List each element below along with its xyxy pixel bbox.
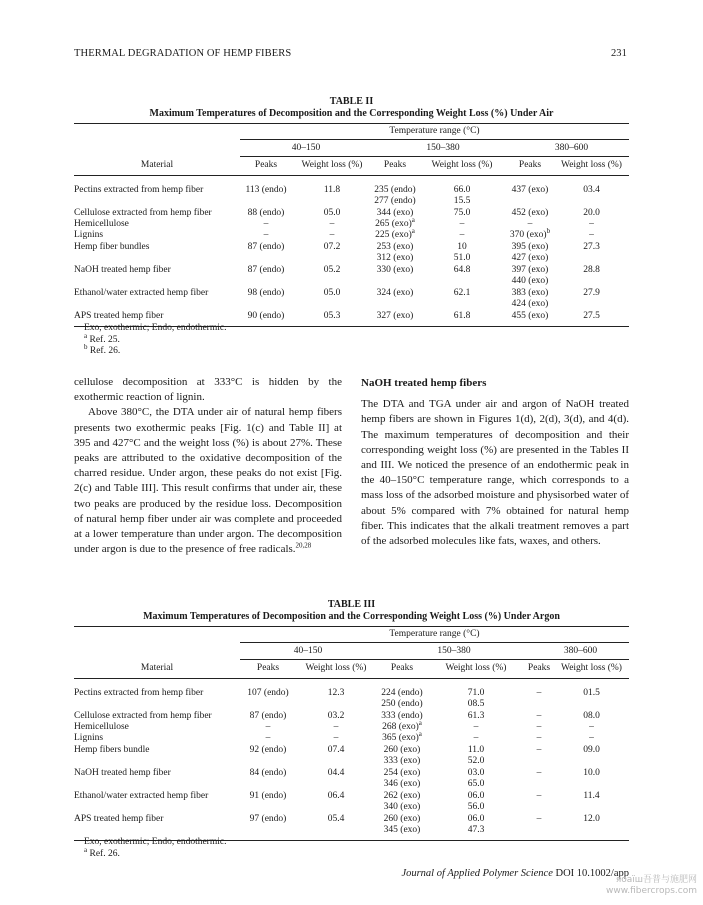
cell-value: 113 (endo): [245, 185, 287, 195]
value-cell: [524, 711, 554, 722]
value-cell: [524, 745, 554, 767]
cell-value: 66.0: [453, 185, 471, 195]
table-row: [74, 288, 629, 310]
cell-value: –: [265, 733, 271, 743]
table-row: [74, 230, 629, 241]
value-cell: [554, 768, 629, 790]
value-cell: [524, 814, 554, 841]
cell-value: –: [263, 219, 269, 229]
cell-value: 397 (exo): [511, 265, 549, 275]
cell-value: 262 (exo): [383, 791, 421, 801]
value-cell: [418, 219, 506, 230]
value-cell: [418, 288, 506, 310]
cell-value: 84 (endo): [249, 768, 287, 778]
value-cell: [240, 288, 292, 310]
cell-value: 440 (exo): [511, 276, 549, 286]
table2-caption: Maximum Temperatures of Decomposition and the Corresponding Weight Loss (%) Under Air: [149, 108, 554, 119]
cell-value: –: [536, 791, 542, 801]
cell-value: 370 (exo)$^b$: [509, 226, 551, 240]
journal-footer: [401, 868, 629, 879]
cell-value: 345 (exo): [383, 825, 421, 835]
cell-value: 253 (exo): [376, 242, 414, 252]
range-label: 380–600: [524, 643, 629, 660]
cell-value: 98 (endo): [247, 288, 285, 298]
cell-value: –: [589, 722, 594, 732]
cell-value: 250 (endo): [381, 699, 423, 709]
cell-value: –: [589, 733, 594, 743]
cell-value: 333 (exo): [383, 756, 421, 766]
cell-value: 03.0: [467, 768, 485, 778]
value-cell: [554, 745, 629, 767]
cell-value: –: [536, 768, 542, 778]
footnote-marker: b: [84, 342, 88, 351]
value-cell: [296, 711, 376, 722]
column-header: Peaks: [524, 660, 554, 679]
cell-value: 05.0: [323, 288, 341, 298]
cell-value: 107 (endo): [247, 688, 289, 698]
cell-value: 47.3: [467, 825, 485, 835]
material-name: Hemicellulose: [74, 219, 129, 229]
cell-value: –: [329, 219, 335, 229]
cell-value: 27.3: [583, 242, 600, 252]
cell-value: 330 (exo): [376, 265, 414, 275]
value-cell: [240, 722, 296, 733]
value-cell: [554, 208, 629, 219]
value-cell: [506, 265, 554, 287]
cell-value: 365 (exo)$^a$: [382, 729, 422, 743]
material-name: APS treated hemp fiber: [74, 311, 240, 327]
value-cell: [428, 722, 524, 733]
material-name: Lignins: [74, 230, 104, 240]
value-cell: [554, 219, 629, 230]
value-cell: [524, 722, 554, 733]
cell-value: 71.0: [467, 688, 485, 698]
table3-label: TABLE III: [327, 599, 376, 610]
table-note: $^a$ Ref. 25.: [84, 331, 120, 345]
cell-value: –: [473, 722, 479, 732]
footnote-marker: a: [411, 215, 415, 224]
value-cell: [554, 311, 629, 327]
value-cell: [506, 176, 554, 208]
value-cell: [240, 265, 292, 287]
material-name: Hemicellulose: [74, 722, 129, 732]
value-cell: [292, 242, 372, 264]
value-cell: [418, 230, 506, 241]
paragraph: [74, 405, 342, 557]
cell-value: 10.0: [583, 768, 600, 778]
footnote-marker: a: [411, 226, 415, 235]
range-label: 380–600: [506, 140, 629, 157]
value-cell: [296, 791, 376, 813]
cell-value: 62.1: [453, 288, 471, 298]
value-cell: [372, 311, 418, 327]
value-cell: [554, 733, 629, 744]
range-header: Temperature range (°C): [240, 124, 629, 140]
value-cell: [554, 265, 629, 287]
right-column: [361, 376, 629, 549]
cell-value: –: [459, 230, 465, 240]
cell-value: –: [527, 219, 533, 229]
cell-value: 64.8: [453, 265, 471, 275]
cell-value: 424 (exo): [511, 299, 549, 309]
cell-value: 92 (endo): [249, 745, 287, 755]
cell-value: 03.4: [583, 185, 600, 195]
cell-value: –: [536, 722, 542, 732]
cell-value: 87 (endo): [247, 265, 285, 275]
cell-value: –: [333, 733, 339, 743]
value-cell: [240, 208, 292, 219]
range-label: 40–150: [240, 643, 376, 660]
column-header: Peaks: [506, 157, 554, 176]
paragraph: The DTA and TGA under air and argon of NaOH treated hemp fibers are shown in Figures 1(d), 2(d), 3(d), and 4(d). The maximum temperatures of decomposition and their corresponding weight loss (%) are presented in the Tables II and III. We noticed the presence of an endothermic peak in the 40–150°C temperature range, which corresponds to a mass loss of the adsorbed moisture and physisorbed water of about 5% compared with 7% obtained for natural hemp fiber. This indicates that the alkali treatment removes a part of the adsorbed molecules like fats, waxes, and others.: [361, 398, 629, 548]
column-header: Peaks: [240, 660, 296, 679]
value-cell: [376, 745, 428, 767]
column-header: Peaks: [376, 660, 428, 679]
value-cell: [240, 791, 296, 813]
material-name: Pectins extracted from hemp fiber: [74, 688, 204, 698]
material-name: Cellulose extracted from hemp fiber: [74, 208, 212, 218]
table2-label: TABLE II: [329, 96, 374, 107]
column-header: Weight loss (%): [292, 157, 372, 176]
value-cell: [428, 679, 524, 711]
value-cell: [428, 745, 524, 767]
cell-value: –: [473, 733, 479, 743]
value-cell: [292, 265, 372, 287]
doi: DOI 10.1002/app: [555, 868, 629, 879]
value-cell: [296, 679, 376, 711]
cell-value: 07.4: [327, 745, 345, 755]
cell-value: 265 (exo)$^a$: [375, 215, 415, 229]
material-header: Material: [74, 660, 240, 679]
table-note: $^a$ Ref. 26.: [84, 845, 120, 859]
table-row: [74, 208, 629, 219]
range-label: 40–150: [240, 140, 372, 157]
value-cell: [376, 768, 428, 790]
cell-value: 254 (exo): [383, 768, 421, 778]
value-cell: [506, 226, 554, 241]
value-cell: [428, 733, 524, 744]
value-cell: [372, 265, 418, 287]
value-cell: [296, 768, 376, 790]
cell-value: –: [265, 722, 271, 732]
cell-value: 09.0: [583, 745, 600, 755]
cell-value: 52.0: [467, 756, 485, 766]
cell-value: –: [459, 219, 465, 229]
cell-value: 88 (endo): [247, 208, 285, 218]
cell-value: 03.2: [327, 711, 345, 721]
column-header: Weight loss (%): [554, 660, 629, 679]
journal-name: Journal of Applied Polymer Science: [401, 868, 553, 879]
value-cell: [554, 230, 629, 241]
cell-value: 260 (exo): [383, 745, 421, 755]
table-note: Exo, exothermic; Endo, endothermic.: [84, 837, 227, 847]
value-cell: [418, 176, 506, 208]
table-row: [74, 176, 629, 208]
cell-value: 235 (endo): [374, 185, 416, 195]
table-row: [74, 242, 629, 264]
cell-value: –: [536, 745, 542, 755]
value-cell: [240, 679, 296, 711]
value-cell: [418, 208, 506, 219]
cell-value: –: [536, 688, 542, 698]
left-column: [74, 375, 342, 557]
value-cell: [554, 176, 629, 208]
watermark: [606, 875, 697, 897]
value-cell: [292, 176, 372, 208]
cell-value: 344 (exo): [376, 208, 414, 218]
footnote-marker: a: [418, 718, 422, 727]
value-cell: [296, 814, 376, 841]
cell-value: 01.5: [583, 688, 600, 698]
column-header: Peaks: [372, 157, 418, 176]
section-heading: NaOH treated hemp fibers: [361, 377, 487, 389]
table-row: [74, 722, 629, 733]
cell-value: –: [263, 230, 269, 240]
value-cell: [292, 311, 372, 327]
watermark-url: www.fibercrops.com: [606, 886, 697, 896]
footnote-marker: b: [546, 226, 551, 235]
cell-value: 20.0: [583, 208, 600, 218]
material-name: NaOH treated hemp fiber: [74, 265, 171, 275]
header-cell: [74, 627, 240, 643]
table3-caption: Maximum Temperatures of Decomposition and the Corresponding Weight Loss (%) Under Argon: [143, 611, 560, 622]
cell-value: 05.4: [327, 814, 345, 824]
range-label: 150–380: [376, 643, 524, 660]
value-cell: [292, 208, 372, 219]
cell-value: 65.0: [467, 779, 485, 789]
material-name: Hemp fibers bundle: [74, 745, 150, 755]
value-cell: [524, 768, 554, 790]
page-number: 231: [610, 48, 627, 59]
material-name: Hemp fiber bundles: [74, 242, 150, 252]
table3-notes: [84, 837, 226, 860]
value-cell: [428, 711, 524, 722]
value-cell: [418, 311, 506, 327]
column-header: Weight loss (%): [418, 157, 506, 176]
value-cell: [240, 745, 296, 767]
cell-value: 268 (exo)$^a$: [382, 718, 422, 732]
cell-value: 427 (exo): [511, 253, 549, 263]
material-name: NaOH treated hemp fiber: [74, 768, 171, 778]
paragraph-text: Above 380°C, the DTA under air of natural hemp fibers presents two exothermic peaks [Fig. 1(c) and Table II] at 395 and 427°C and the weight loss (%) is about 27%. These peaks are attributed to the oxidative decomposition of the charred residue. Under argon, these peaks do not exist [Fig. 2(c) and Table III]. This result confirms that under air, these two peaks are produced by the residue loss. Decomposition of natural hemp fiber under air was complete and proceeded at a lower temperature than under argon. The decomposition under argon is due to the presence of free radicals.: [74, 406, 342, 556]
value-cell: [376, 814, 428, 841]
table-row: [74, 791, 629, 813]
cell-value: 260 (exo): [383, 814, 421, 824]
cell-value: –: [589, 219, 594, 229]
cell-value: –: [536, 711, 542, 721]
header-cell: [74, 124, 240, 140]
cell-value: 05.2: [323, 265, 341, 275]
cell-value: 06.4: [327, 791, 345, 801]
cell-value: 12.3: [327, 688, 345, 698]
cell-value: 07.2: [323, 242, 341, 252]
running-title: THERMAL DEGRADATION OF HEMP FIBERS: [74, 48, 292, 59]
cell-value: 27.9: [583, 288, 600, 298]
value-cell: [240, 219, 292, 230]
cell-value: 225 (exo)$^a$: [375, 226, 415, 240]
value-cell: [554, 814, 629, 841]
value-cell: [524, 791, 554, 813]
cell-value: –: [333, 722, 339, 732]
column-header: Weight loss (%): [554, 157, 629, 176]
cell-value: 06.0: [467, 791, 485, 801]
value-cell: [372, 176, 418, 208]
value-cell: [554, 242, 629, 264]
value-cell: [524, 733, 554, 744]
range-header: Temperature range (°C): [240, 627, 629, 643]
value-cell: [240, 311, 292, 327]
cell-value: 90 (endo): [247, 311, 285, 321]
value-cell: [418, 265, 506, 287]
value-cell: [240, 814, 296, 841]
value-cell: [240, 242, 292, 264]
cell-value: 395 (exo): [511, 242, 549, 252]
header-cell: [74, 140, 240, 157]
value-cell: [506, 311, 554, 327]
table-row: [74, 711, 629, 722]
material-name: Lignins: [74, 733, 104, 743]
material-header: Material: [74, 157, 240, 176]
cell-value: 87 (endo): [249, 711, 287, 721]
cell-value: 11.0: [467, 745, 485, 755]
value-cell: [376, 791, 428, 813]
paragraph: cellulose decomposition at 333°C is hidden by the exothermic reaction of lignin.: [74, 376, 342, 404]
cell-value: 91 (endo): [249, 791, 287, 801]
table-row: [74, 679, 629, 711]
table-row: [74, 733, 629, 744]
value-cell: [240, 768, 296, 790]
value-cell: [240, 733, 296, 744]
cell-value: 327 (exo): [376, 311, 414, 321]
cell-value: 333 (endo): [381, 711, 423, 721]
value-cell: [554, 679, 629, 711]
cell-value: 87 (endo): [247, 242, 285, 252]
cell-value: 75.0: [453, 208, 471, 218]
cell-value: 05.0: [323, 208, 341, 218]
cell-value: 56.0: [467, 802, 485, 812]
value-cell: [240, 230, 292, 241]
cell-value: 277 (endo): [374, 196, 416, 206]
cell-value: 437 (exo): [511, 185, 549, 195]
value-cell: [428, 768, 524, 790]
cell-value: 97 (endo): [249, 814, 287, 824]
footnote-marker: a: [418, 729, 422, 738]
table-row: [74, 768, 629, 790]
cell-value: 312 (exo): [376, 253, 414, 263]
cell-value: 28.8: [583, 265, 600, 275]
table-row: [74, 265, 629, 287]
footnote-marker: a: [84, 845, 88, 854]
table2-notes: [84, 323, 226, 358]
cell-value: 06.0: [467, 814, 485, 824]
value-cell: [240, 176, 292, 208]
value-cell: [296, 733, 376, 744]
value-cell: [376, 679, 428, 711]
cell-value: 08.5: [467, 699, 485, 709]
cell-value: 11.4: [583, 791, 600, 801]
cell-value: 224 (endo): [381, 688, 423, 698]
table3-body: [74, 627, 629, 841]
material-name: Pectins extracted from hemp fiber: [74, 185, 204, 195]
value-cell: [296, 722, 376, 733]
material-name: APS treated hemp fiber: [74, 814, 240, 841]
watermark-line: яоаїш吾普与施肥网: [615, 875, 697, 885]
cell-value: –: [536, 733, 542, 743]
value-cell: [292, 288, 372, 310]
cell-value: 61.8: [453, 311, 471, 321]
value-cell: [376, 729, 428, 744]
material-name: Ethanol/water extracted hemp fiber: [74, 791, 209, 801]
column-header: Peaks: [240, 157, 292, 176]
cell-value: 15.5: [453, 196, 471, 206]
cell-value: 05.3: [323, 311, 341, 321]
footnote-marker: a: [84, 331, 88, 340]
value-cell: [428, 814, 524, 841]
value-cell: [554, 791, 629, 813]
range-label: 150–380: [372, 140, 506, 157]
cell-value: 04.4: [327, 768, 345, 778]
reference-marker: 20,28: [295, 541, 312, 550]
cell-value: 27.5: [583, 311, 600, 321]
cell-value: –: [589, 230, 594, 240]
cell-value: 08.0: [583, 711, 600, 721]
cell-value: 12.0: [583, 814, 600, 824]
value-cell: [554, 288, 629, 310]
material-name: Cellulose extracted from hemp fiber: [74, 711, 212, 721]
table-note: Exo, exothermic; Endo, endothermic.: [84, 323, 227, 333]
value-cell: [418, 242, 506, 264]
value-cell: [506, 208, 554, 219]
value-cell: [292, 219, 372, 230]
header-cell: [74, 643, 240, 660]
value-cell: [428, 791, 524, 813]
cell-value: 10: [457, 242, 467, 252]
cell-value: –: [329, 230, 335, 240]
table2-body: [74, 124, 629, 327]
value-cell: [506, 288, 554, 310]
cell-value: –: [536, 814, 542, 824]
cell-value: 346 (exo): [383, 779, 421, 789]
value-cell: [554, 711, 629, 722]
value-cell: [372, 226, 418, 241]
material-name: Ethanol/water extracted hemp fiber: [74, 288, 209, 298]
cell-value: 61.3: [467, 711, 485, 721]
value-cell: [372, 242, 418, 264]
cell-value: 340 (exo): [383, 802, 421, 812]
value-cell: [506, 242, 554, 264]
table2: [74, 123, 629, 327]
table-row: [74, 745, 629, 767]
cell-value: 324 (exo): [376, 288, 414, 298]
table3: [74, 626, 629, 841]
cell-value: 452 (exo): [511, 208, 549, 218]
column-header: Weight loss (%): [296, 660, 376, 679]
value-cell: [296, 745, 376, 767]
table-note: $^b$ Ref. 26.: [84, 342, 121, 356]
value-cell: [524, 679, 554, 711]
cell-value: 11.8: [323, 185, 341, 195]
cell-value: 455 (exo): [511, 311, 549, 321]
value-cell: [372, 288, 418, 310]
column-header: Weight loss (%): [428, 660, 524, 679]
value-cell: [292, 230, 372, 241]
value-cell: [554, 722, 629, 733]
cell-value: 383 (exo): [511, 288, 549, 298]
cell-value: 51.0: [453, 253, 471, 263]
value-cell: [240, 711, 296, 722]
